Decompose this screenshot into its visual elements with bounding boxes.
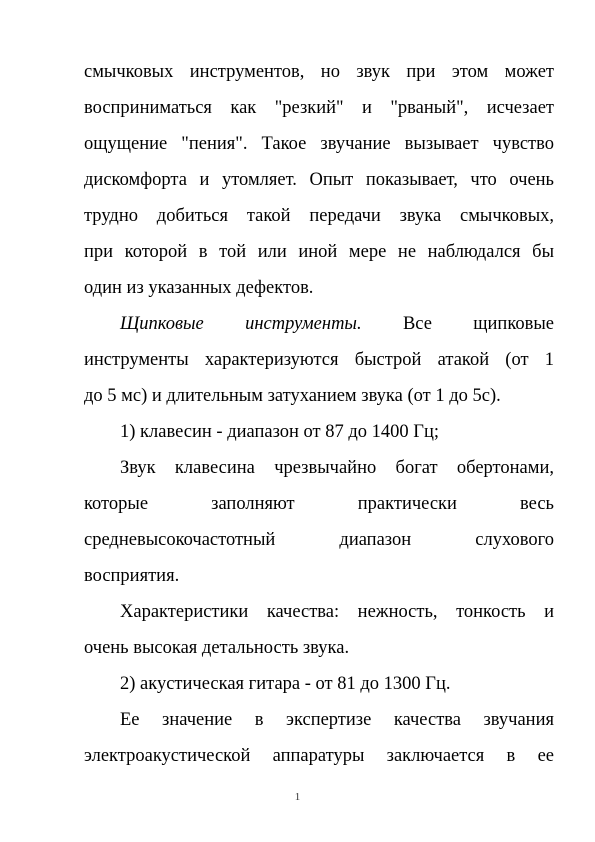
text-line: смычковых инструментов, но звук при этом может — [84, 62, 554, 82]
text-line: восприниматься как "резкий" и "рваный", исчезает — [84, 98, 554, 118]
text-line: Характеристики качества: нежность, тонкость и — [120, 602, 554, 622]
text-line: дискомфорта и утомляет. Опыт показывает, что очень — [84, 170, 554, 190]
section-heading-line — [84, 306, 554, 342]
text-line: электроакустической аппаратуры заключается в ее — [84, 746, 554, 766]
text-line: очень высокая детальность звука. — [84, 638, 350, 658]
text-line: до 5 мс) и длительным затуханием звука (от 1 до 5с). — [84, 386, 501, 406]
plucked-instruments-term: Щипковые инструменты. — [120, 314, 362, 334]
text-line: трудно добиться такой передачи звука смычковых, — [84, 206, 554, 226]
page-number: 1 — [294, 791, 301, 803]
text-line: Звук клавесина чрезвычайно богат обертонами, — [120, 458, 554, 478]
text-line: средневысокочастотный диапазон слухового — [84, 530, 554, 550]
text-line: ощущение "пения". Такое звучание вызывает чувство — [84, 134, 554, 154]
text-line: при которой в той или иной мере не наблюдался бы — [84, 242, 554, 262]
plucked-heading-rest: Все щипковые — [402, 314, 555, 334]
list-item-acoustic-guitar: 2) акустическая гитара - от 81 до 1300 Гц. — [120, 674, 451, 694]
text-line: инструменты характеризуются быстрой атакой (от 1 — [84, 350, 554, 370]
text-line: один из указанных дефектов. — [84, 278, 314, 298]
text-line: восприятия. — [84, 566, 180, 586]
text-line: которые заполняют практически весь — [84, 494, 554, 514]
document-page — [84, 54, 554, 774]
list-item-harpsichord: 1) клавесин - диапазон от 87 до 1400 Гц; — [120, 422, 440, 442]
text-line: Ее значение в экспертизе качества звучания — [120, 710, 554, 730]
